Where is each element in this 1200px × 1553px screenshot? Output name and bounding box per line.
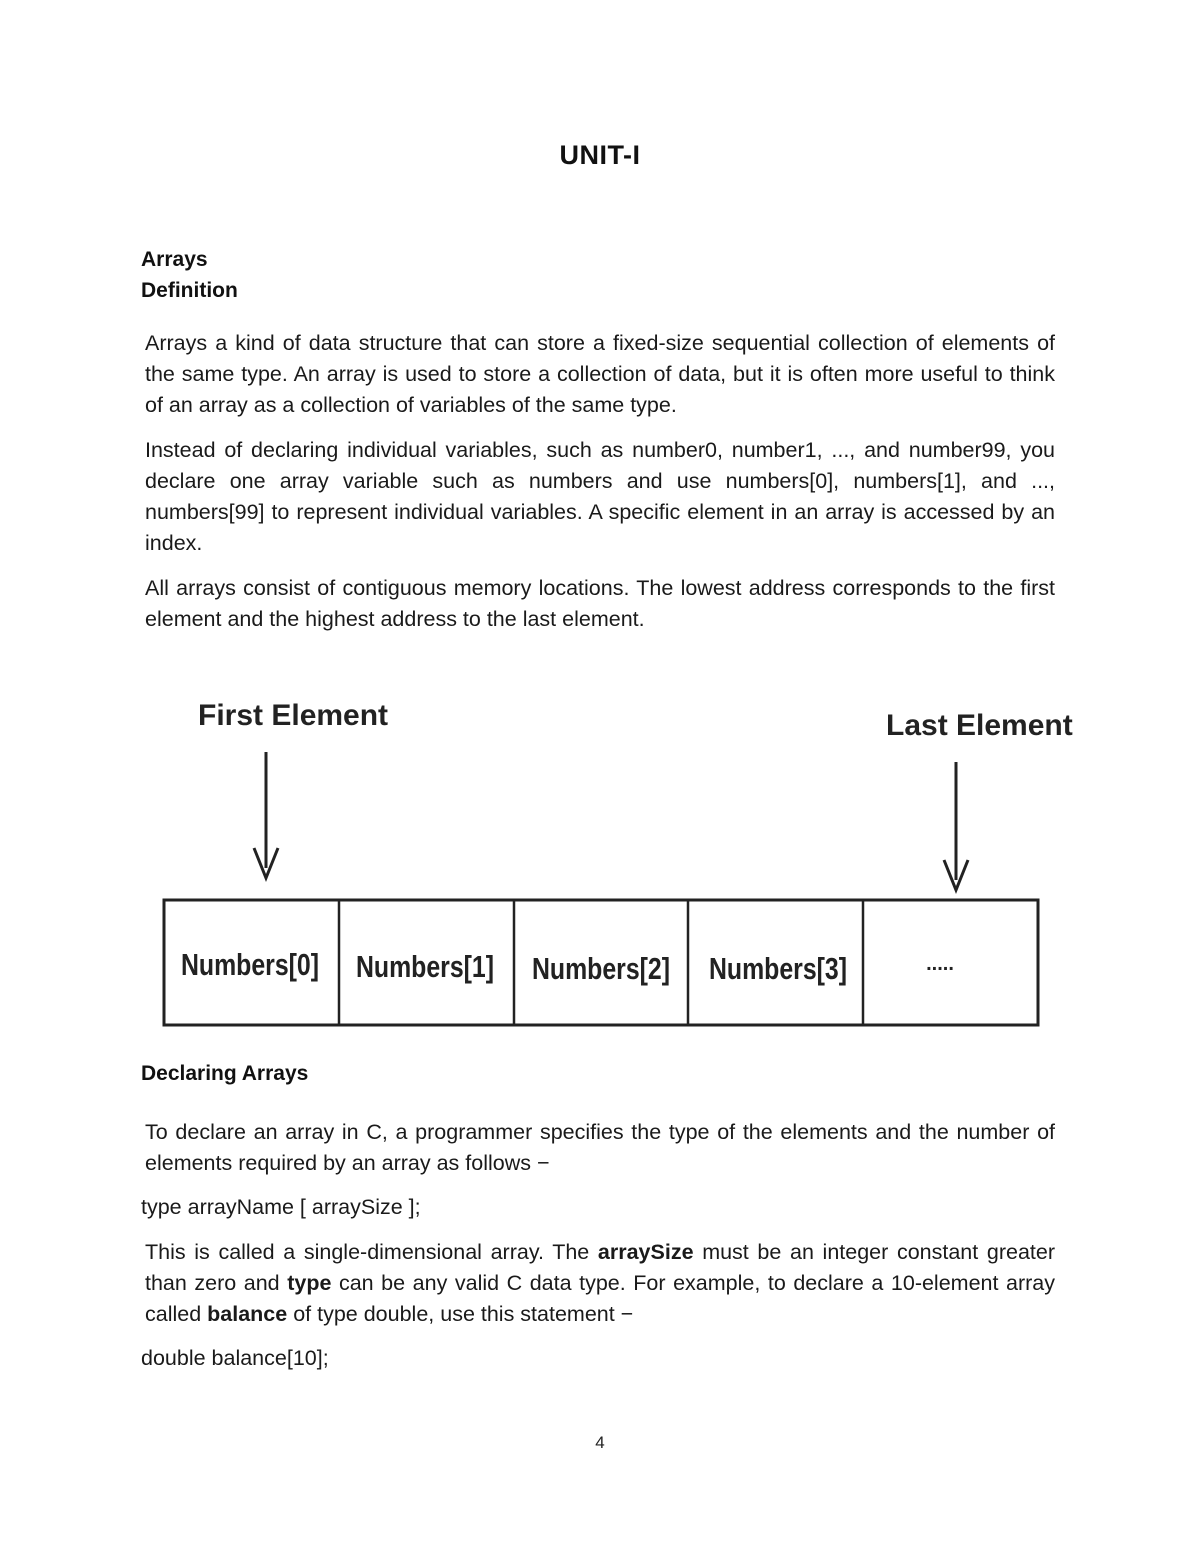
- keyword-type: type: [287, 1271, 332, 1295]
- array-cell-1: Numbers[1]: [356, 949, 494, 984]
- explanation-text: of type double, use this statement −: [287, 1302, 634, 1326]
- array-declaration-syntax: type arrayName [ arraySize ];: [141, 1195, 421, 1219]
- last-element-label: Last Element: [886, 709, 1073, 742]
- explanation-text: can be any valid C data type. For example, to declare a 10-element array called: [145, 1271, 1056, 1326]
- array-cells: [164, 900, 1038, 1025]
- last-element-arrow: [944, 762, 968, 890]
- keyword-arraysize: arraySize: [597, 1240, 694, 1264]
- subheading-definition: Definition: [141, 279, 238, 302]
- array-diagram: [150, 680, 1073, 1040]
- explanation-text: This is called a single-dimensional array. The: [145, 1240, 598, 1264]
- keyword-balance: balance: [207, 1302, 288, 1326]
- explanation-text: must be an integer constant greater than zero and: [145, 1240, 1055, 1295]
- section-heading-arrays: Arrays: [141, 248, 208, 271]
- array-cell-3: Numbers[3]: [709, 951, 847, 986]
- array-cell-ellipsis: .....: [926, 953, 954, 975]
- first-element-arrow: [254, 752, 278, 878]
- declaring-arrays-heading: Declaring Arrays: [141, 1062, 309, 1085]
- paragraph-individual-variables: Instead of declaring individual variables, such as number0, number1, ..., and number99, you declare one array variable such as numbers and use numbers[0], numbers[1], and ..., numbers[99] to represent individual variables. A specific element in an array is accessed by an index.: [145, 438, 1055, 555]
- paragraph-single-dimensional: [145, 1237, 1055, 1330]
- paragraph-contiguous-memory: All arrays consist of contiguous memory locations. The lowest address corresponds to the first element and the highest address to the last element.: [145, 576, 1055, 631]
- page-number: 4: [595, 1433, 605, 1452]
- array-cell-0: Numbers[0]: [181, 947, 319, 982]
- array-cell-2: Numbers[2]: [532, 951, 670, 986]
- unit-title: UNIT-I: [559, 140, 641, 170]
- paragraph-declaring-intro: To declare an array in C, a programmer specifies the type of the elements and the number of elements required by an array as follows −: [145, 1120, 1055, 1175]
- example-declaration: double balance[10];: [141, 1346, 329, 1370]
- paragraph-definition: Arrays a kind of data structure that can store a fixed-size sequential collection of elements of the same type. An array is used to store a collection of data, but it is often more useful to think of an array as a collection of variables of the same type.: [145, 331, 1055, 417]
- first-element-label: First Element: [198, 699, 389, 732]
